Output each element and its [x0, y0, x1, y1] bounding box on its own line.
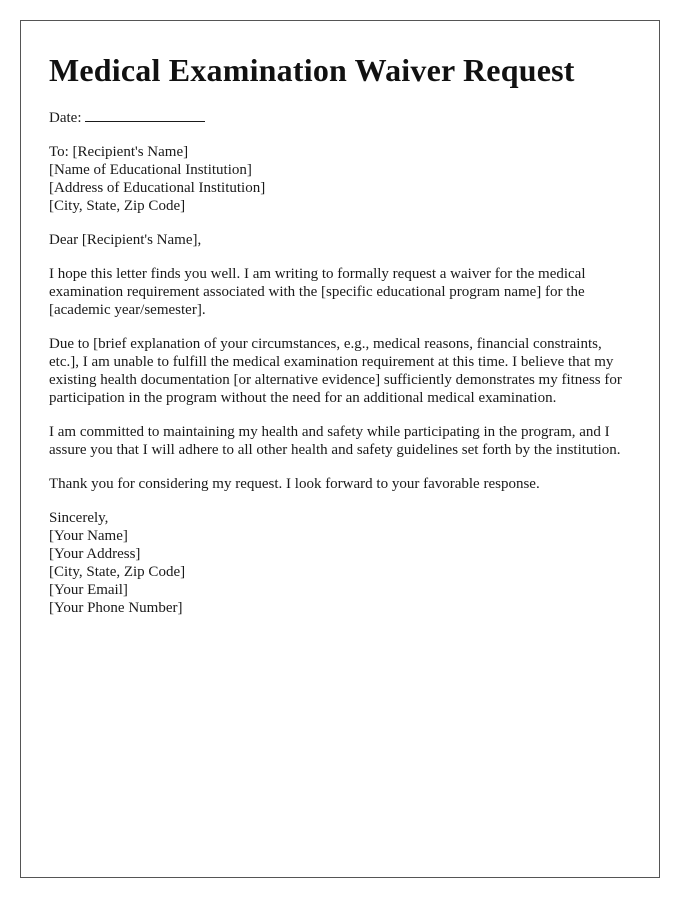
recipient-line: To: [Recipient's Name]: [49, 144, 189, 160]
closing-line: [City, State, Zip Code]: [49, 564, 186, 580]
closing-signature-block: [49, 509, 631, 617]
document-title: Medical Examination Waiver Request: [49, 52, 575, 88]
body-paragraph: Thank you for considering my request. I look forward to your favorable response.: [49, 476, 540, 492]
closing-line: [Your Email]: [49, 582, 128, 598]
closing-line: [Your Phone Number]: [49, 600, 183, 616]
recipient-line: [Address of Educational Institution]: [49, 180, 266, 196]
recipient-line: [Name of Educational Institution]: [49, 162, 252, 178]
date-line: [49, 107, 631, 127]
body-paragraph: I am committed to maintaining my health and safety while participating in the program, and I assure you that I will adhere to all other health and safety guidelines set forth by the institution.: [49, 424, 621, 458]
date-blank-line: [85, 107, 205, 122]
recipient-line: [City, State, Zip Code]: [49, 198, 186, 214]
body-paragraph: I hope this letter finds you well. I am writing to formally request a waiver for the medical examination requirement associated with the [specific educational program name] for the [academic year/semester].: [49, 266, 586, 318]
salutation: Dear [Recipient's Name],: [49, 232, 202, 248]
body-paragraph: Due to [brief explanation of your circumstances, e.g., medical reasons, financial constraints, etc.], I am unable to fulfill the medical examination requirement at this time. I believe that my existing health documentation [or alternative evidence] sufficiently demonstrates my fitness for participation in the program without the need for an additional medical examination.: [49, 336, 622, 406]
date-label: Date:: [49, 110, 82, 126]
recipient-address-block: [49, 143, 631, 215]
closing-line: Sincerely,: [49, 510, 109, 526]
closing-line: [Your Name]: [49, 528, 128, 544]
closing-line: [Your Address]: [49, 546, 141, 562]
letter-page: [20, 20, 660, 878]
